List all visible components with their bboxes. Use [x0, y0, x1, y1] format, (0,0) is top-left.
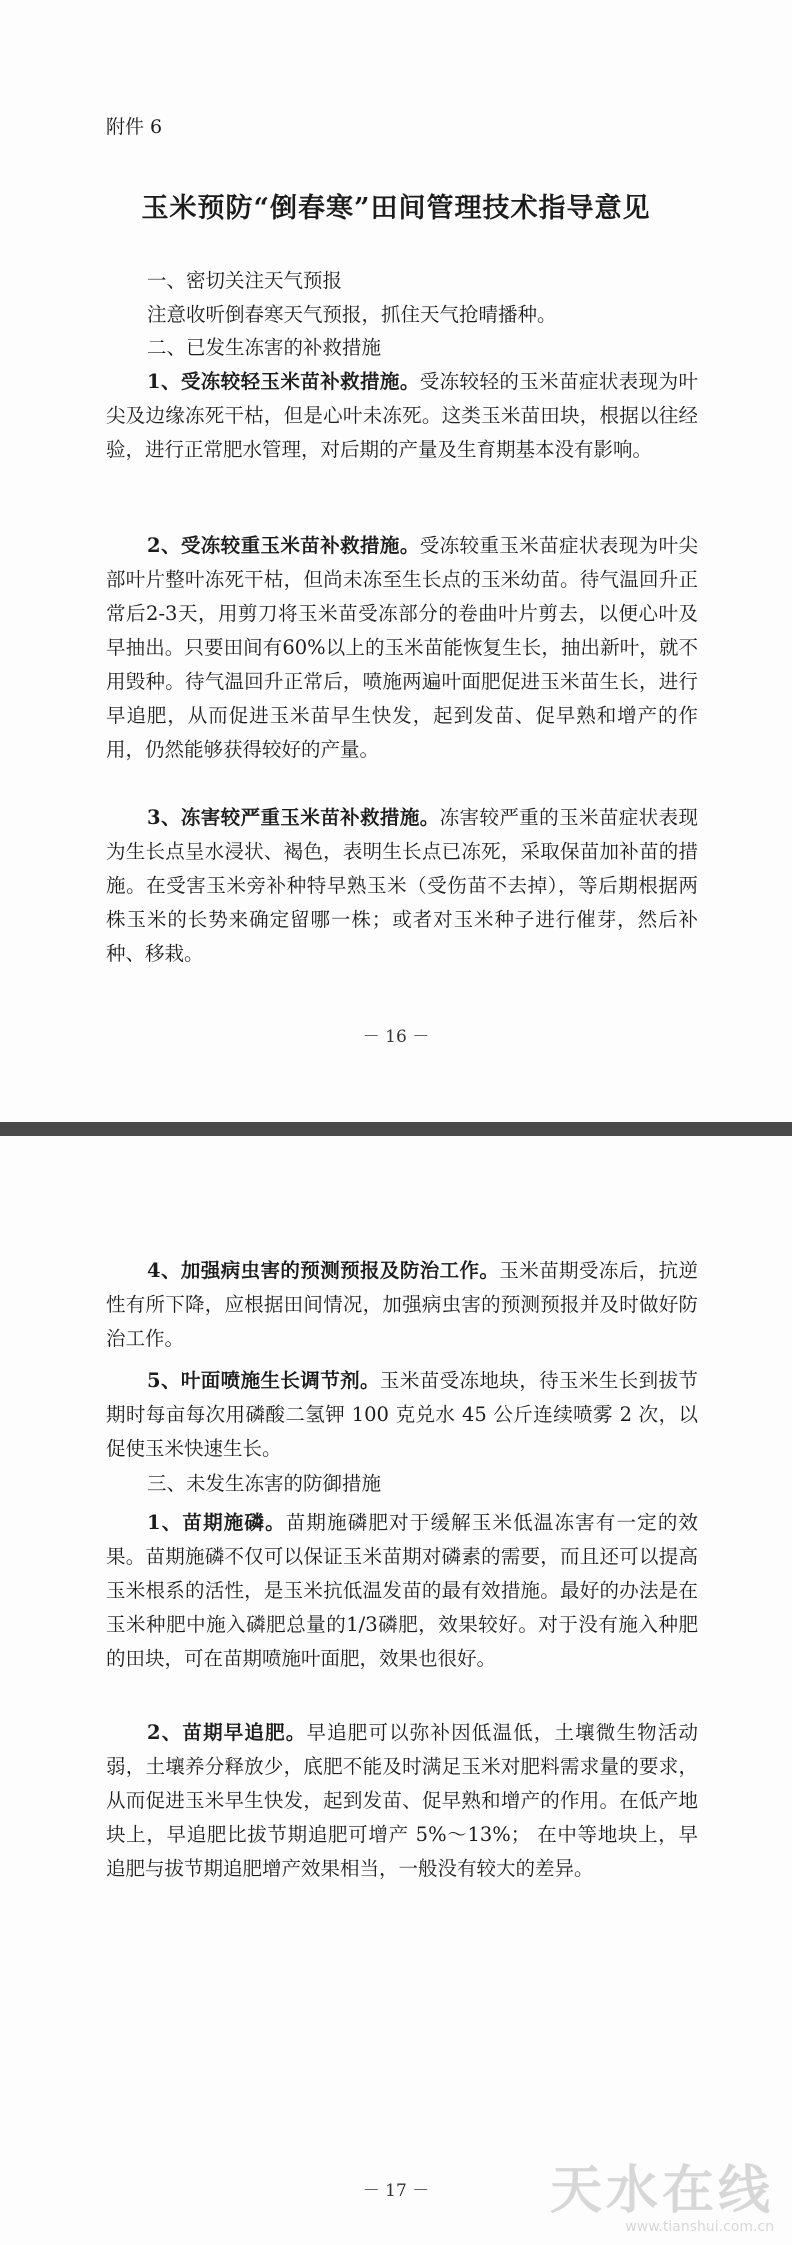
item-5-paragraph: [106, 1364, 698, 1466]
item-1-paragraph: [106, 365, 698, 467]
item-3-text: 冻害较严重的玉米苗症状表现为生长点呈水浸状、褐色，表明生长点已冻死，采取保苗加补苗的措施。在受害玉米旁补种特早熟玉米（受伤苗不去掉），等后期根据两株玉米的长势来确定留哪一株；或者对玉米种子进行催芽，然后补种、移栽。: [106, 806, 698, 965]
item-4-heading: 4、加强病虫害的预测预报及防治工作。: [147, 1259, 500, 1282]
page-separator: [0, 1122, 792, 1136]
item-2-paragraph: [106, 529, 698, 767]
measure-2-text: 早追肥可以弥补因低温低，土壤微生物活动弱，土壤养分释放少，底肥不能及时满足玉米对肥料需求量的要求，从而促进玉米早生快发，起到发苗、促早熟和增产的作用。在低产地块上，早追肥比拔节期追肥可增产 5%～13%； 在中等地块上，早追肥与拔节期追肥增产效果相当，一般没有较大的差异。: [106, 1721, 698, 1880]
attachment-label: 附件 6: [106, 116, 163, 138]
page-number-16: － 16 －: [362, 1027, 430, 1047]
measure-1-paragraph: [106, 1506, 698, 1676]
item-2-heading: 2、受冻较重玉米苗补救措施。: [147, 534, 420, 557]
item-1-heading: 1、受冻较轻玉米苗补救措施。: [147, 370, 420, 393]
document-page-16: [0, 0, 792, 1122]
item-3-paragraph: [106, 801, 698, 971]
item-1-text: 受冻较轻的玉米苗症状表现为叶尖及边缘冻死干枯，但是心叶未冻死。这类玉米苗田块，根据以往经验，进行正常肥水管理，对后期的产量及生育期基本没有影响。: [106, 370, 698, 461]
watermark-logo: 天水在线: [549, 2161, 774, 2221]
measure-1-heading: 1、苗期施磷。: [147, 1511, 286, 1534]
section-heading-3: 三、未发生冻害的防御措施: [147, 1472, 382, 1495]
site-watermark: [550, 2163, 774, 2235]
item-4-paragraph: [106, 1254, 698, 1356]
section-heading-2: 二、已发生冻害的补救措施: [147, 336, 382, 359]
item-5-text: 玉米苗受冻地块，待玉米生长到拔节期时每亩每次用磷酸二氢钾 100 克兑水 45 公斤连续喷雾 2 次，以促使玉米快速生长。: [106, 1369, 698, 1460]
section-1-paragraph: 注意收听倒春寒天气预报，抓住天气抢晴播种。: [147, 303, 557, 326]
page-number-17: － 17 －: [362, 2181, 430, 2201]
watermark-url: www.tianshui.com.cn: [625, 2219, 774, 2235]
measure-1-text: 苗期施磷肥对于缓解玉米低温冻害有一定的效果。苗期施磷不仅可以保证玉米苗期对磷素的需要，而且还可以提高玉米根系的活性，是玉米抗低温发苗的最有效措施。最好的办法是在玉米种肥中施入磷肥总量的1/3磷肥，效果较好。对于没有施入种肥的田块，可在苗期喷施叶面肥，效果也很好。: [106, 1511, 698, 1670]
document-title: 玉米预防“倒春寒”田间管理技术指导意见: [141, 193, 651, 224]
item-5-heading: 5、叶面喷施生长调节剂。: [147, 1369, 380, 1392]
item-3-heading: 3、冻害较严重玉米苗补救措施。: [147, 806, 440, 829]
item-2-text: 受冻较重玉米苗症状表现为叶尖部叶片整叶冻死干枯，但尚未冻至生长点的玉米幼苗。待气温回升正常后2-3天，用剪刀将玉米苗受冻部分的卷曲叶片剪去，以便心叶及早抽出。只要田间有60%以上的玉米苗能恢复生长，抽出新叶，就不用毁种。待气温回升正常后，喷施两遍叶面肥促进玉米苗生长，进行早追肥，从而促进玉米苗早生快发，起到发苗、促早熟和增产的作用，仍然能够获得较好的产量。: [106, 534, 698, 761]
measure-2-paragraph: [106, 1716, 698, 1886]
section-heading-1: 一、密切关注天气预报: [147, 269, 343, 292]
document-page-17: [0, 1136, 792, 2245]
measure-2-heading: 2、苗期早追肥。: [147, 1721, 307, 1744]
item-4-text: 玉米苗期受冻后，抗逆性有所下降，应根据田间情况，加强病虫害的预测预报并及时做好防治工作。: [106, 1259, 698, 1350]
